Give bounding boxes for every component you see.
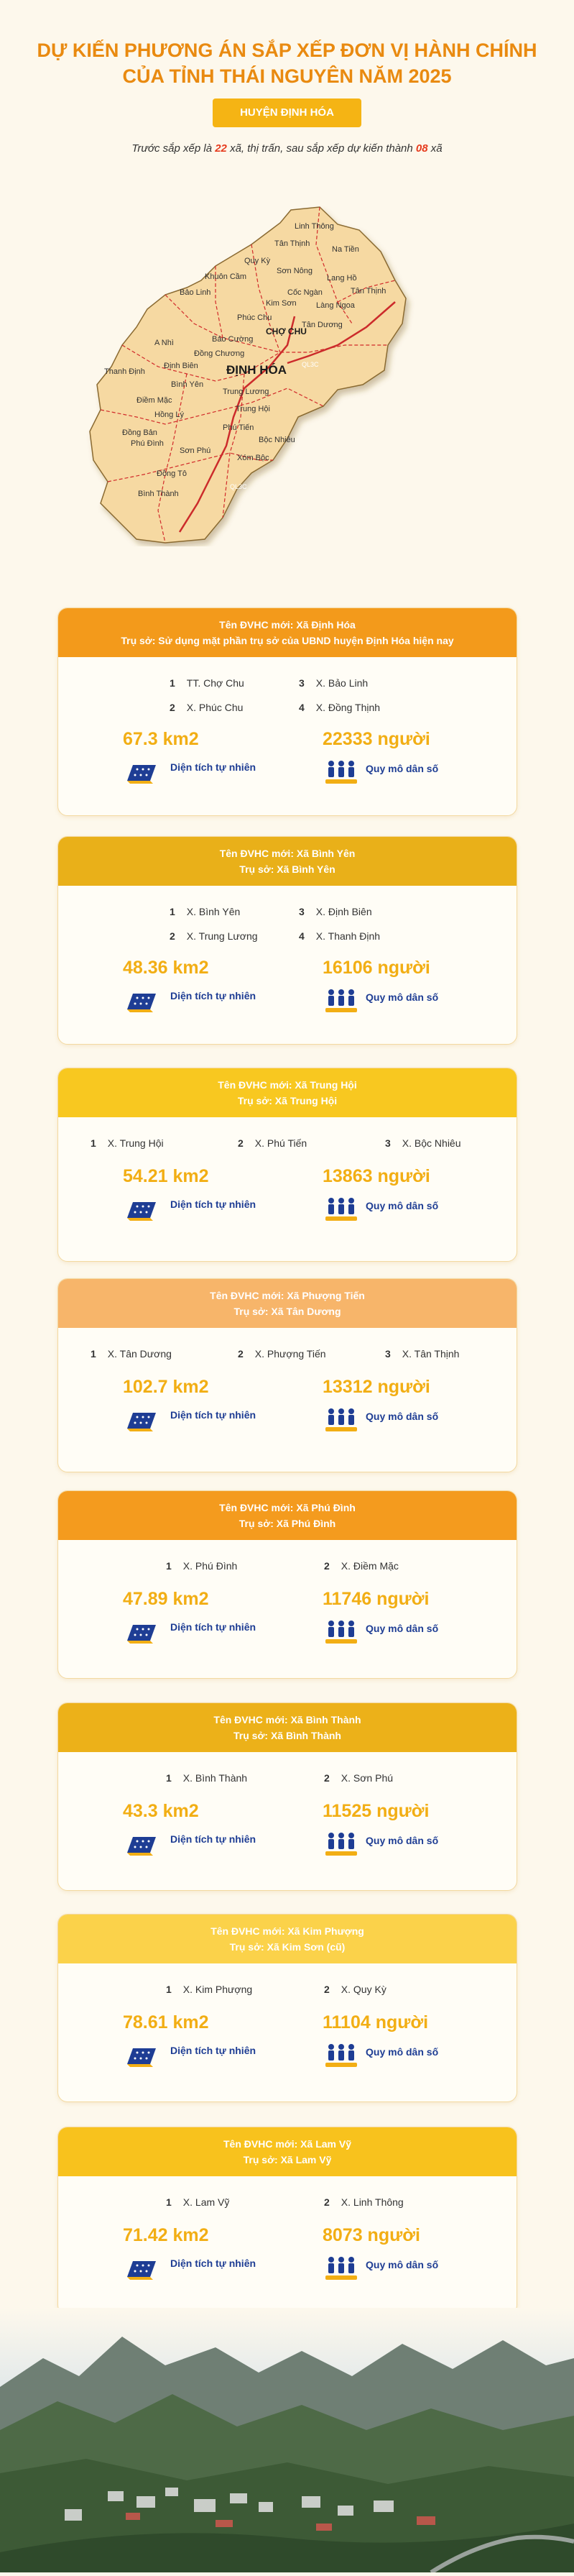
card-header xyxy=(58,1068,517,1117)
population-icon xyxy=(324,1618,358,1644)
commune-number: 1 xyxy=(91,1137,96,1149)
population-value: 13863 người xyxy=(323,1166,430,1186)
map-label: Khuôn Cầm xyxy=(205,272,247,281)
map-label: Bình Yên xyxy=(171,380,204,389)
area-label: Diện tích tự nhiên xyxy=(170,1833,256,1845)
population-value: 11525 người xyxy=(323,1801,430,1821)
area-icon xyxy=(124,759,159,785)
area-value: 71.42 km2 xyxy=(123,2225,209,2245)
map-label: Làng Ngoa xyxy=(316,301,355,310)
unit-card xyxy=(57,608,517,816)
commune-item xyxy=(170,906,240,917)
new-unit-name: Tên ĐVHC mới: Xã Bình Yên xyxy=(219,848,356,859)
commune-number: 1 xyxy=(166,2196,172,2208)
summary-part: xã xyxy=(427,142,443,155)
map-label: Sơn Phú xyxy=(180,446,211,455)
map-label: Hồng Lý xyxy=(154,411,184,419)
commune-name: X. Tân Thịnh xyxy=(402,1348,460,1360)
commune-item xyxy=(299,906,372,917)
commune-item xyxy=(385,1137,461,1149)
map-label: Bảo Cường xyxy=(212,335,254,344)
commune-name: X. Quy Kỳ xyxy=(341,1984,386,1995)
headquarters-text: Trụ sở: Xã Lam Vỹ xyxy=(243,2154,332,2165)
map-label: Trung Lương xyxy=(223,388,269,396)
commune-number: 3 xyxy=(385,1137,391,1149)
population-label: Quy mô dân số xyxy=(366,2046,439,2058)
commune-number: 2 xyxy=(324,1984,330,1995)
commune-number: 2 xyxy=(324,2196,330,2208)
headquarters-text: Trụ sở: Sử dụng mặt phần trụ sở của UBND huyện Định Hóa hiện nay xyxy=(121,635,454,646)
map-label: CHỢ CHU xyxy=(266,326,307,336)
area-label: Diện tích tự nhiên xyxy=(170,1198,256,1210)
new-unit-name: Tên ĐVHC mới: Xã Kim Phượng xyxy=(210,1925,364,1937)
map-label: Phúc Chu xyxy=(237,313,272,322)
population-value: 16106 người xyxy=(323,958,430,978)
population-icon xyxy=(324,1830,358,1856)
commune-item xyxy=(166,2196,229,2208)
area-label: Diện tích tự nhiên xyxy=(170,990,256,1001)
area-label: Diện tích tự nhiên xyxy=(170,1621,256,1633)
new-unit-name: Tên ĐVHC mới: Xã Lam Vỹ xyxy=(223,2138,351,2150)
header xyxy=(0,0,574,187)
commune-item xyxy=(166,1772,247,1784)
landscape-photo xyxy=(0,2308,574,2572)
commune-item xyxy=(299,677,368,689)
card-header xyxy=(58,1279,517,1328)
commune-name: X. Phượng Tiến xyxy=(254,1348,326,1360)
map-label: Tân Dương xyxy=(302,321,343,329)
population-value: 13312 người xyxy=(323,1377,430,1397)
headquarters-text: Trụ sở: Xã Tân Dương xyxy=(233,1306,341,1317)
commune-number: 2 xyxy=(238,1137,244,1149)
map-label: Trung Hội xyxy=(236,405,270,413)
commune-name: X. Bình Thành xyxy=(182,1772,248,1784)
commune-item xyxy=(238,1137,307,1149)
commune-name: X. Trung Lương xyxy=(186,930,258,942)
map-label: Bình Thành xyxy=(138,490,179,498)
commune-item xyxy=(324,1560,399,1572)
commune-number: 1 xyxy=(166,1984,172,1995)
commune-item xyxy=(170,702,243,713)
commune-item xyxy=(170,677,244,689)
commune-number: 4 xyxy=(299,702,305,713)
card-header xyxy=(58,1491,517,1540)
area-value: 78.61 km2 xyxy=(123,2012,209,2032)
map-label: Kim Sơn xyxy=(266,299,297,308)
commune-name: X. Phúc Chu xyxy=(186,702,244,713)
commune-number: 3 xyxy=(385,1348,391,1360)
area-icon xyxy=(124,1831,159,1857)
card-header xyxy=(58,2127,517,2176)
population-value: 8073 người xyxy=(323,2225,420,2245)
commune-name: X. Đồng Thịnh xyxy=(315,702,381,713)
page-title xyxy=(29,37,545,89)
headquarters-text: Trụ sở: Xã Bình Thành xyxy=(233,1730,341,1741)
map-label: Phú Tiến xyxy=(223,423,254,432)
commune-name: X. Sơn Phú xyxy=(341,1772,394,1784)
card-header xyxy=(58,1703,517,1752)
commune-number: 3 xyxy=(299,677,305,689)
map-label: Định Biên xyxy=(164,362,198,370)
commune-item xyxy=(91,1137,164,1149)
new-unit-name: Tên ĐVHC mới: Xã Bình Thành xyxy=(213,1714,361,1725)
map-label: Quy Kỳ xyxy=(244,257,271,265)
population-label: Quy mô dân số xyxy=(366,991,439,1003)
area-value: 47.89 km2 xyxy=(123,1589,209,1609)
population-icon xyxy=(324,758,358,784)
population-icon xyxy=(324,1195,358,1221)
new-unit-name: Tên ĐVHC mới: Xã Trung Hội xyxy=(218,1079,357,1091)
commune-number: 4 xyxy=(299,930,305,942)
area-value: 48.36 km2 xyxy=(123,958,209,978)
commune-item xyxy=(170,930,258,942)
summary-count-before: 22 xyxy=(215,142,227,155)
commune-name: X. Bộc Nhiêu xyxy=(402,1137,461,1149)
commune-name: X. Linh Thông xyxy=(341,2196,404,2208)
map-label: QL3C xyxy=(230,483,247,490)
commune-item xyxy=(324,1984,386,1995)
area-value: 54.21 km2 xyxy=(123,1166,209,1186)
commune-item xyxy=(91,1348,172,1360)
commune-item xyxy=(299,930,380,942)
map-label: Tân Thịnh xyxy=(351,287,386,295)
unit-card xyxy=(57,2127,517,2315)
commune-number: 2 xyxy=(170,930,175,942)
landscape-svg xyxy=(0,2308,574,2572)
new-unit-name: Tên ĐVHC mới: Xã Phượng Tiến xyxy=(210,1290,365,1301)
area-value: 43.3 km2 xyxy=(123,1801,199,1821)
commune-name: X. Bảo Linh xyxy=(315,677,369,689)
commune-item xyxy=(324,1772,393,1784)
population-label: Quy mô dân số xyxy=(366,763,439,774)
commune-name: X. Trung Hội xyxy=(107,1137,164,1149)
headquarters-text: Trụ sở: Xã Trung Hội xyxy=(237,1095,338,1106)
headquarters-text: Trụ sở: Xã Bình Yên xyxy=(239,863,335,875)
unit-card xyxy=(57,1278,517,1472)
area-icon xyxy=(124,1619,159,1645)
area-label: Diện tích tự nhiên xyxy=(170,761,256,773)
summary-text xyxy=(0,142,574,155)
commune-item xyxy=(166,1984,252,1995)
commune-number: 1 xyxy=(166,1560,172,1572)
commune-name: X. Tân Dương xyxy=(107,1348,172,1360)
map-label: Điềm Mặc xyxy=(136,396,172,405)
population-icon xyxy=(324,986,358,1012)
commune-number: 2 xyxy=(238,1348,244,1360)
commune-name: X. Định Biên xyxy=(315,906,372,917)
population-label: Quy mô dân số xyxy=(366,1200,439,1211)
commune-number: 3 xyxy=(299,906,305,917)
population-icon xyxy=(324,2041,358,2067)
map-label: Xóm Bộc xyxy=(237,454,269,462)
map-svg xyxy=(79,201,438,546)
population-label: Quy mô dân số xyxy=(366,1623,439,1634)
map-label: Linh Thông xyxy=(295,222,334,231)
commune-name: X. Thanh Định xyxy=(315,930,381,942)
commune-number: 1 xyxy=(170,906,175,917)
card-header xyxy=(58,837,517,886)
map-label: Đồng Bản xyxy=(122,428,157,437)
commune-item xyxy=(385,1348,459,1360)
map-label: A Nhì xyxy=(154,339,174,347)
commune-item xyxy=(299,702,380,713)
population-value: 11746 người xyxy=(323,1589,430,1609)
map-label: Đồng Chương xyxy=(194,349,245,358)
title-line-2: CỦA TỈNH THÁI NGUYÊN NĂM 2025 xyxy=(122,65,452,87)
area-icon xyxy=(124,988,159,1014)
population-value: 22333 người xyxy=(323,729,430,749)
headquarters-text: Trụ sở: Xã Phú Đình xyxy=(239,1518,336,1529)
area-label: Diện tích tự nhiên xyxy=(170,1409,256,1421)
map-label: Cốc Ngàn xyxy=(287,288,323,297)
commune-number: 2 xyxy=(324,1772,330,1784)
commune-item xyxy=(324,2196,404,2208)
area-label: Diện tích tự nhiên xyxy=(170,2258,256,2269)
commune-name: X. Phú Đình xyxy=(182,1560,238,1572)
area-icon xyxy=(124,1196,159,1222)
map-label: Bảo Linh xyxy=(180,288,211,297)
population-label: Quy mô dân số xyxy=(366,1411,439,1422)
commune-item xyxy=(238,1348,326,1360)
map-label: Lang Hồ xyxy=(327,274,357,283)
commune-number: 1 xyxy=(170,677,175,689)
commune-number: 1 xyxy=(91,1348,96,1360)
headquarters-text: Trụ sở: Xã Kim Sơn (cũ) xyxy=(229,1941,346,1953)
population-value: 11104 người xyxy=(323,2012,429,2032)
unit-card xyxy=(57,1490,517,1679)
commune-number: 1 xyxy=(166,1772,172,1784)
commune-item xyxy=(166,1560,237,1572)
commune-name: TT. Chợ Chu xyxy=(186,677,244,689)
map-label: QL3C xyxy=(302,361,319,368)
district-map xyxy=(79,201,438,546)
summary-part: Trước sắp xếp là xyxy=(131,142,216,155)
area-label: Diện tích tự nhiên xyxy=(170,2045,256,2056)
area-value: 67.3 km2 xyxy=(123,729,199,749)
area-icon xyxy=(124,2255,159,2281)
district-badge: HUYỆN ĐỊNH HÓA xyxy=(213,98,361,127)
map-label: Bộc Nhiêu xyxy=(259,436,295,444)
population-label: Quy mô dân số xyxy=(366,1835,439,1846)
card-header xyxy=(58,608,517,657)
map-label: Sơn Nông xyxy=(277,267,313,275)
title-line-1: DỰ KIẾN PHƯƠNG ÁN SẮP XẾP ĐƠN VỊ HÀNH CHÍNH xyxy=(37,40,537,61)
commune-number: 2 xyxy=(324,1560,330,1572)
area-icon xyxy=(124,1407,159,1433)
summary-count-after: 08 xyxy=(415,142,428,155)
commune-name: X. Bình Yên xyxy=(186,906,241,917)
new-unit-name: Tên ĐVHC mới: Xã Định Hóa xyxy=(219,619,356,631)
unit-card xyxy=(57,1702,517,1891)
commune-name: X. Kim Phượng xyxy=(182,1984,253,1995)
commune-number: 2 xyxy=(170,702,175,713)
population-icon xyxy=(324,1406,358,1431)
area-icon xyxy=(124,2043,159,2068)
map-label: Na Tiền xyxy=(332,245,359,254)
card-header xyxy=(58,1915,517,1963)
unit-card xyxy=(57,836,517,1045)
new-unit-name: Tên ĐVHC mới: Xã Phú Đình xyxy=(219,1502,356,1513)
population-label: Quy mô dân số xyxy=(366,2259,439,2270)
unit-card xyxy=(57,1914,517,2102)
map-label: Phú Đình xyxy=(131,439,164,448)
summary-part: xã, thị trấn, sau sắp xếp dự kiến thành xyxy=(226,142,416,155)
population-icon xyxy=(324,2254,358,2280)
commune-name: X. Lam Vỹ xyxy=(182,2196,230,2208)
map-label: Tân Thịnh xyxy=(274,239,310,248)
unit-card xyxy=(57,1068,517,1262)
commune-name: X. Phú Tiến xyxy=(254,1137,307,1149)
map-label: Đồng Tô xyxy=(157,469,187,478)
commune-name: X. Điềm Mặc xyxy=(341,1560,399,1572)
map-label: ĐỊNH HÓA xyxy=(226,363,287,377)
map-label: Thanh Định xyxy=(104,367,145,376)
area-value: 102.7 km2 xyxy=(123,1377,209,1397)
